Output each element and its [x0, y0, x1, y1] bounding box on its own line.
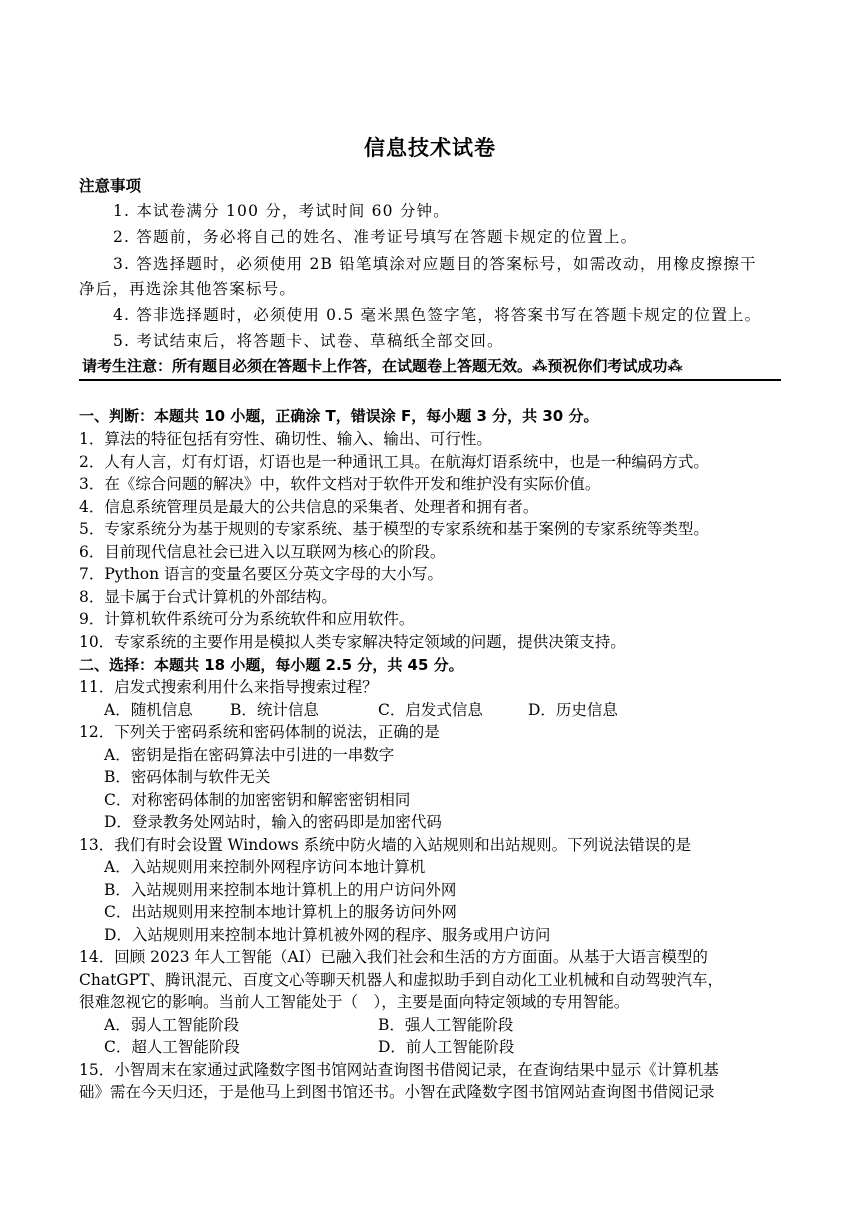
question-11-stem: 11．启发式搜索利用什么来指导搜索过程？: [79, 678, 378, 696]
notice-heading: 注意事项: [79, 177, 142, 195]
question-13-option-b: B．入站规则用来控制本地计算机上的用户访问外网: [104, 881, 457, 899]
question-13-option-c: C．出站规则用来控制本地计算机上的服务访问外网: [104, 903, 457, 921]
question-4: 4．信息系统管理员是最大的公共信息的采集者、处理者和拥有者。: [79, 498, 539, 516]
question-14-stem-line-1: 14．回顾 2023 年人工智能（AI）已融入我们社会和生活的方方面面。从基于大语言模型的: [79, 948, 708, 966]
question-15-stem-line-1: 15．小智周末在家通过武隆数字图书馆网站查询图书借阅记录，在查询结果中显示《计算机基: [79, 1061, 719, 1079]
question-14-option-c: C．超人工智能阶段: [104, 1038, 240, 1056]
question-13-option-a: A．入站规则用来控制外网程序访问本地计算机: [104, 858, 426, 876]
question-14-option-b: B．强人工智能阶段: [378, 1016, 514, 1034]
question-11-option-d: D．历史信息: [528, 701, 618, 719]
question-11-option-b: B．统计信息: [230, 701, 319, 719]
question-7: 7．Python 语言的变量名要区分英文字母的大小写。: [79, 565, 444, 583]
question-13-stem: 13．我们有时会设置 Windows 系统中防火墙的入站规则和出站规则。下列说法错误的是: [79, 836, 692, 854]
question-12-stem: 12．下列关于密码系统和密码体制的说法，正确的是: [79, 723, 440, 741]
divider-rule: [79, 379, 781, 381]
section1-heading: 一、判断：本题共 10 小题，正确涂 T，错误涂 F，每小题 3 分，共 30 分。: [79, 407, 599, 425]
question-1: 1．算法的特征包括有穷性、确切性、输入、输出、可行性。: [79, 430, 492, 448]
question-11-option-a: A．随机信息: [104, 701, 193, 719]
notice-item-2: 2. 答题前，务必将自己的姓名、准考证号填写在答题卡规定的位置上。: [113, 228, 638, 246]
question-14-option-a: A．弱人工智能阶段: [104, 1016, 240, 1034]
notice-item-5: 5. 考试结束后，将答题卡、试卷、草稿纸全部交回。: [113, 332, 504, 350]
question-15-stem-line-2: 础》需在今天归还，于是他马上到图书馆还书。小智在武隆数字图书馆网站查询图书借阅记录: [79, 1083, 715, 1101]
question-5: 5．专家系统分为基于规则的专家系统、基于模型的专家系统和基于案例的专家系统等类型。: [79, 520, 709, 538]
notice-item-3: 3. 答选择题时，必须使用 2B 铅笔填涂对应题目的答案标号，如需改动，用橡皮擦擦干: [113, 255, 757, 273]
notice-item-1: 1. 本试卷满分 100 分，考试时间 60 分钟。: [113, 202, 450, 220]
section2-heading: 二、选择：本题共 18 小题，每小题 2.5 分，共 45 分。: [79, 656, 464, 674]
question-8: 8．显卡属于台式计算机的外部结构。: [79, 588, 337, 606]
notice-item-3-cont: 净后，再选涂其他答案标号。: [79, 280, 297, 298]
question-14-stem-line-3: 很难忽视它的影响。当前人工智能处于（ ），主要是面向特定领域的专用智能。: [79, 993, 630, 1011]
exam-warning: 请考生注意：所有题目必须在答题卡上作答，在试题卷上答题无效。⁂预祝你们考试成功⁂: [82, 357, 683, 375]
question-2: 2．人有人言，灯有灯语，灯语也是一种通讯工具。在航海灯语系统中，也是一种编码方式。: [79, 453, 709, 471]
question-12-option-b: B．密码体制与软件无关: [104, 768, 271, 786]
question-9: 9．计算机软件系统可分为系统软件和应用软件。: [79, 610, 415, 628]
question-12-option-d: D．登录教务处网站时，输入的密码即是加密代码: [104, 813, 442, 831]
question-14-option-d: D．前人工智能阶段: [378, 1038, 515, 1056]
question-10: 10．专家系统的主要作用是模拟人类专家解决特定领域的问题，提供决策支持。: [79, 633, 626, 651]
question-12-option-a: A．密钥是指在密码算法中引进的一串数字: [104, 746, 395, 764]
question-14-stem-line-2: ChatGPT、腾讯混元、百度文心等聊天机器人和虚拟助手到自动化工业机械和自动驾驶汽车，: [79, 971, 723, 989]
question-12-option-c: C．对称密码体制的加密密钥和解密密钥相同: [104, 791, 411, 809]
question-11-option-c: C．启发式信息: [378, 701, 483, 719]
question-6: 6．目前现代信息社会已进入以互联网为核心的阶段。: [79, 543, 446, 561]
question-3: 3．在《综合问题的解决》中，软件文档对于软件开发和维护没有实际价值。: [79, 475, 601, 493]
notice-item-4: 4. 答非选择题时，必须使用 0.5 毫米黑色签字笔，将答案书写在答题卡规定的位置上。: [113, 306, 762, 324]
exam-title: 信息技术试卷: [364, 136, 496, 160]
question-13-option-d: D．入站规则用来控制本地计算机被外网的程序、服务或用户访问: [104, 926, 551, 944]
